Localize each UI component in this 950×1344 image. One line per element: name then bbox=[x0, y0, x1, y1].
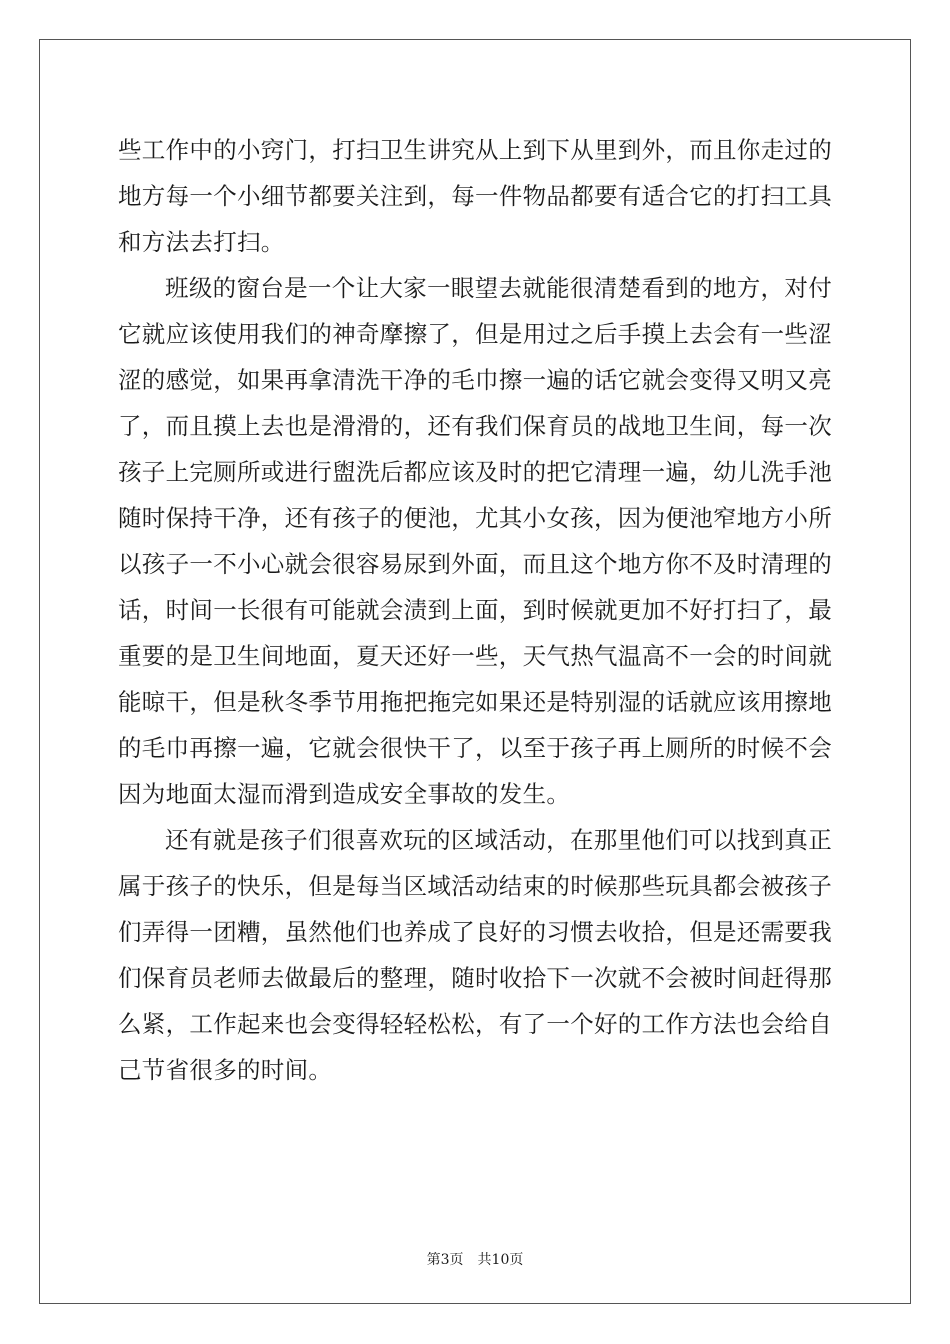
paragraph-3: 还有就是孩子们很喜欢玩的区域活动，在那里他们可以找到真正属于孩子的快乐，但是每当区域活动结束的时候那些玩具都会被孩子们弄得一团糟，虽然他们也养成了良好的习惯去收拾，但是还需要我们保育员老师去做最后的整理，随时收拾下一次就不会被时间赶得那么紧，工作起来也会变得轻轻松松，有了一个好的工作方法也会给自己节省很多的时间。 bbox=[118, 826, 832, 1084]
paragraph-1: 些工作中的小窍门，打扫卫生讲究从上到下从里到外，而且你走过的地方每一个小细节都要关注到，每一件物品都要有适合它的打扫工具和方法去打扫。 bbox=[118, 136, 832, 256]
document-body bbox=[118, 127, 832, 1093]
page-footer bbox=[0, 1249, 950, 1269]
paragraph-2: 班级的窗台是一个让大家一眼望去就能很清楚看到的地方，对付它就应该使用我们的神奇摩擦了，但是用过之后手摸上去会有一些涩涩的感觉，如果再拿清洗干净的毛巾擦一遍的话它就会变得又明又亮了，而且摸上去也是滑滑的，还有我们保育员的战地卫生间，每一次孩子上完厕所或进行盥洗后都应该及时的把它清理一遍，幼儿洗手池随时保持干净，还有孩子的便池，尤其小女孩，因为便池窄地方小所以孩子一不小心就会很容易尿到外面，而且这个地方你不及时清理的话，时间一长很有可能就会渍到上面，到时候就更加不好打扫了，最重要的是卫生间地面，夏天还好一些，天气热气温高不一会的时间就能晾干，但是秋冬季节用拖把拖完如果还是特别湿的话就应该用擦地的毛巾再擦一遍，它就会很快干了，以至于孩子再上厕所的时候不会因为地面太湿而滑到造成安全事故的发生。 bbox=[118, 274, 832, 808]
page-number: 第3页 bbox=[426, 1252, 464, 1268]
page-total: 共10页 bbox=[477, 1252, 524, 1268]
